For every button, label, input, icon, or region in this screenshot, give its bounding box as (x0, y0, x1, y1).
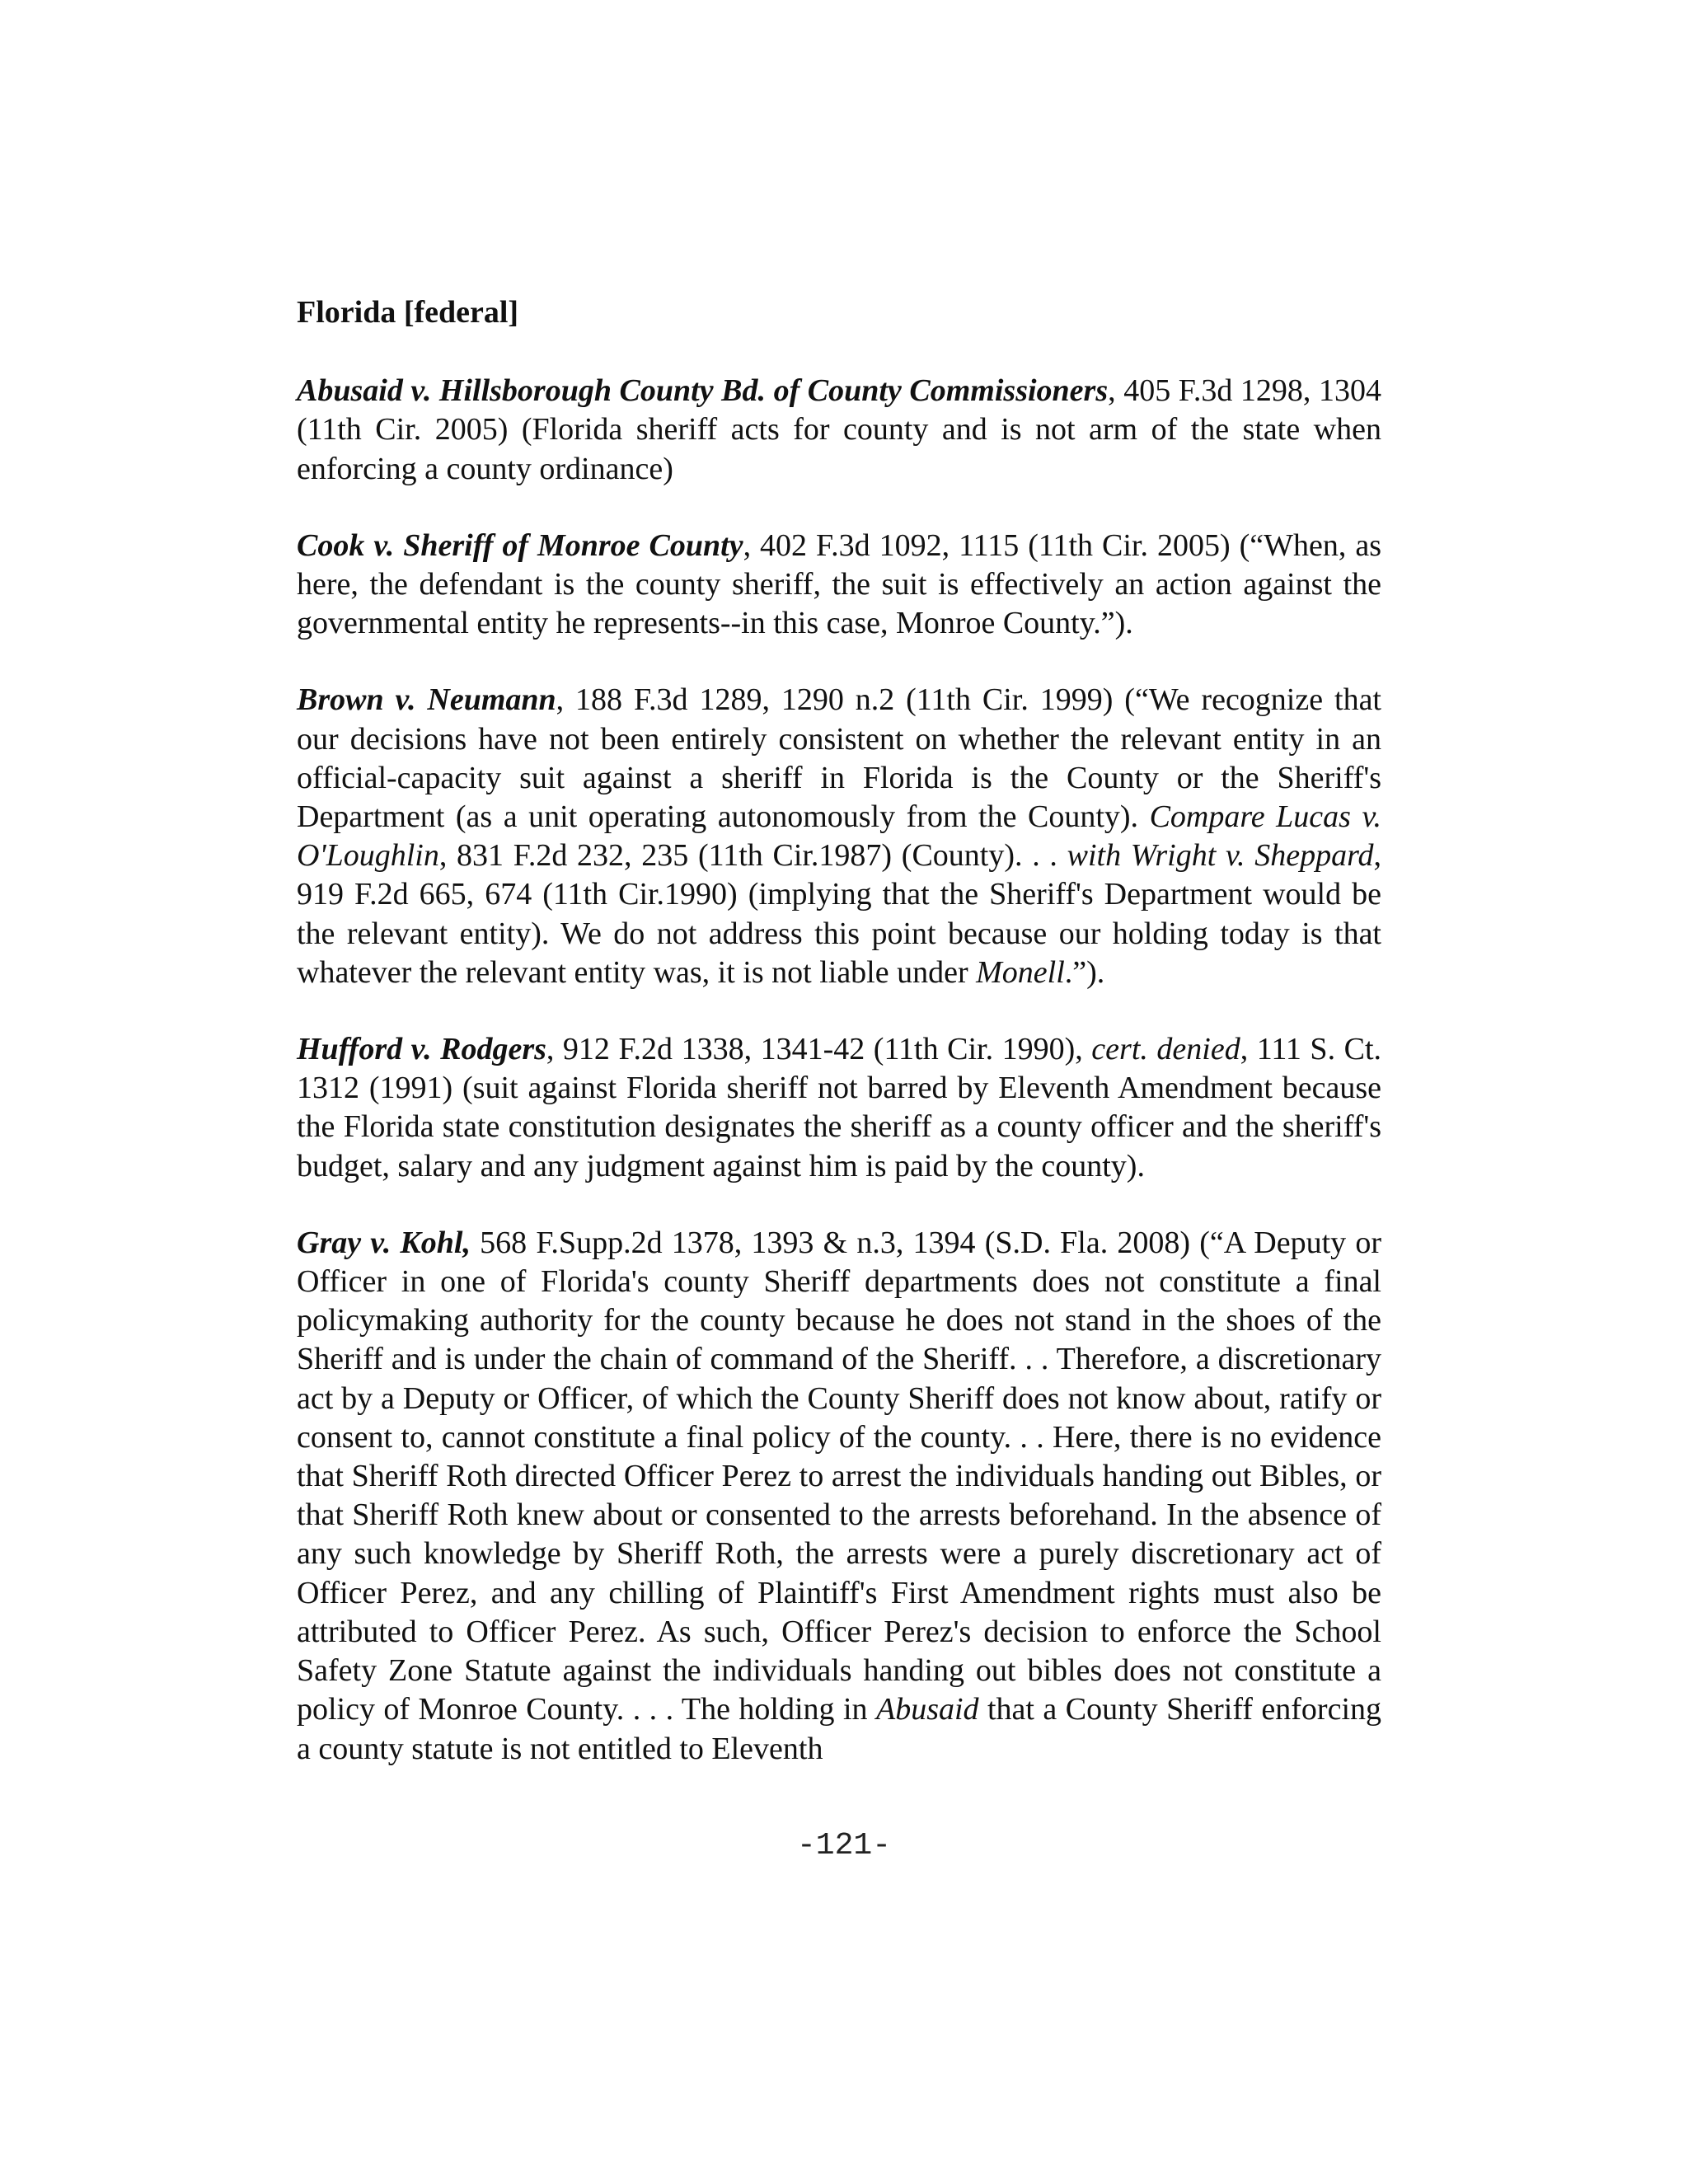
case-citation-text: , 831 F.2d 232, 235 (11th Cir.1987) (County). . . (438, 838, 1067, 874)
case-citation-text: , 912 F.2d 1338, 1341-42 (11th Cir. 1990), (546, 1032, 1092, 1067)
case-paragraph (297, 1224, 1381, 1769)
case-citation-text: that a County Sheriff enforcing a county statute is not entitled to Eleventh (297, 1692, 1381, 1766)
case-paragraph (297, 1030, 1381, 1186)
case-name: Hufford v. Rodgers (297, 1032, 546, 1067)
cited-case-wright: with Wright v. Sheppard (1067, 838, 1374, 874)
cited-case-abusaid: Abusaid (875, 1692, 979, 1727)
case-entry-hufford (297, 1030, 1381, 1186)
section-heading: Florida [federal] (297, 295, 519, 330)
cited-case-lucas: Compare Lucas v. O'Loughlin (297, 799, 1381, 874)
cited-case-monell: Monell (976, 954, 1065, 990)
case-citation-text: , 188 F.3d 1289, 1290 n.2 (11th Cir. 1999) (“We recognize that our decisions have not been entirely consistent on whether the relevant entity in an official-capacity suit against a sheriff in Florida is the County or the Sheriff's Department (as a unit operating autonomously from the County). (297, 682, 1381, 835)
page-number: -121- (796, 1828, 892, 1863)
case-paragraph (297, 372, 1381, 489)
case-entry-abusaid (297, 372, 1381, 489)
case-citation-text: , 405 F.3d 1298, 1304 (11th Cir. 2005) (Florida sheriff acts for county and is not arm of the state when enforcing a county ordinance) (297, 373, 1381, 486)
case-name: Cook v. Sheriff of Monroe County (297, 527, 743, 563)
case-paragraph (297, 681, 1381, 992)
case-entry-cook (297, 527, 1381, 644)
cert-denied: cert. denied (1091, 1032, 1240, 1067)
case-name: Abusaid v. Hillsborough County Bd. of County Commissioners (297, 373, 1109, 409)
case-name: Gray v. Kohl, (297, 1225, 471, 1260)
case-entry-brown (297, 681, 1381, 992)
case-entry-gray (297, 1224, 1381, 1769)
case-citation-text: , 111 S. Ct. 1312 (1991) (suit against Florida sheriff not barred by Eleventh Amendment because the Florida state constitution designates the sheriff as a county officer and the sheriff's budget, salary and any judgment against him is paid by the county). (297, 1032, 1382, 1183)
case-paragraph (297, 527, 1381, 644)
case-citation-text: .”). (1064, 954, 1105, 990)
case-name: Brown v. Neumann (297, 682, 556, 718)
case-citation-text: , 919 F.2d 665, 674 (11th Cir.1990) (implying that the Sheriff's Department would be the relevant entity). We do not address this point because our holding today is that whatever the relevant entity was, it is not liable under (297, 838, 1381, 990)
document-body (297, 293, 1381, 1807)
case-citation-text: 568 F.Supp.2d 1378, 1393 & n.3, 1394 (S.D. Fla. 2008) (“A Deputy or Officer in one of Florida's county Sheriff departments does not constitute a final policymaking authority for the county because he does not stand in the shoes of the Sheriff and is under the chain of command of the Sheriff. . . Therefore, a discretionary act by a Deputy or Officer, of which the County Sheriff does not know about, ratify or consent to, cannot constitute a final policy of the county. . . Here, there is no evidence that Sheriff Roth directed Officer Perez to arrest the individuals handing out Bibles, or that Sheriff Roth knew about or consented to the arrests beforehand. In the absence of any such knowledge by Sheriff Roth, the arrests were a purely discretionary act of Officer Perez, and any chilling of Plaintiff's First Amendment rights must also be attributed to Officer Perez. As such, Officer Perez's decision to enforce the School Safety Zone Statute against the individuals handing out bibles does not constitute a policy of Monroe County. . . . The holding in (297, 1225, 1381, 1727)
case-citation-text: , 402 F.3d 1092, 1115 (11th Cir. 2005) (“When, as here, the defendant is the county sheriff, the suit is effectively an action against the governmental entity he represents--in this case, Monroe County.”). (297, 527, 1381, 641)
